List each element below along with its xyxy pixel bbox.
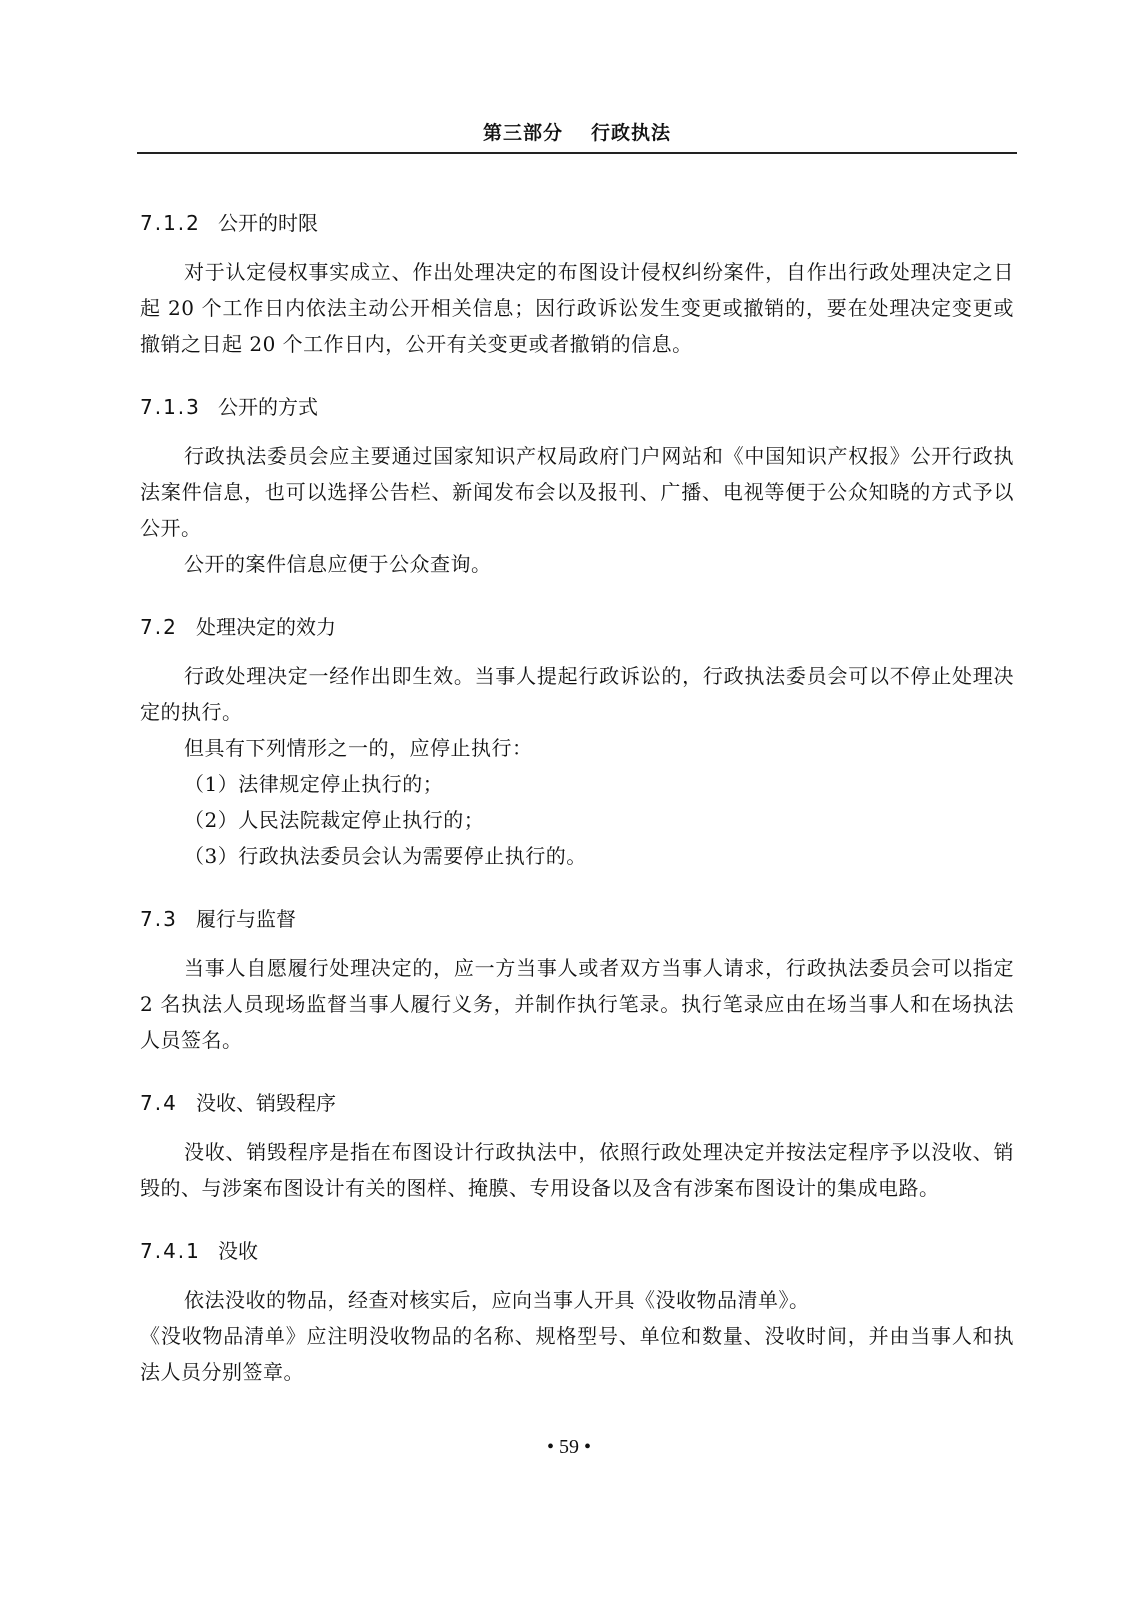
paragraph: 依法没收的物品，经查对核实后，应向当事人开具《没收物品清单》。	[184, 1288, 810, 1312]
section-heading	[140, 1236, 1014, 1266]
list-item: （2）人民法院裁定停止执行的；	[184, 808, 485, 832]
header-part: 第三部分	[482, 122, 563, 144]
section-title: 履行与监督	[196, 907, 296, 931]
section-heading	[140, 392, 1014, 422]
paragraph: 《没收物品清单》应注明没收物品的名称、规格型号、单位和数量、没收时间，并由当事人和执法人员分别签章。	[140, 1324, 1014, 1384]
paragraph: 行政执法委员会应主要通过国家知识产权局政府门户网站和《中国知识产权报》公开行政执法案件信息，也可以选择公告栏、新闻发布会以及报刊、广播、电视等便于公众知晓的方式予以公开。	[140, 444, 1014, 540]
page-body	[140, 208, 1014, 1390]
list-item: （3）行政执法委员会认为需要停止执行的。	[184, 844, 587, 868]
list-item: （1）法律规定停止执行的；	[184, 772, 444, 796]
section-number: 7.2	[140, 615, 178, 639]
section-heading	[140, 612, 1014, 642]
section-number: 7.1.3	[140, 395, 201, 419]
paragraph: 但具有下列情形之一的，应停止执行：	[184, 736, 533, 760]
paragraph: 没收、销毁程序是指在布图设计行政执法中，依照行政处理决定并按法定程序予以没收、销毁的、与涉案布图设计有关的图样、掩膜、专用设备以及含有涉案布图设计的集成电路。	[140, 1140, 1014, 1200]
paragraph: 公开的案件信息应便于公众查询。	[184, 552, 492, 576]
paragraph: 当事人自愿履行处理决定的，应一方当事人或者双方当事人请求，行政执法委员会可以指定 2 名执法人员现场监督当事人履行义务，并制作执行笔录。执行笔录应由在场当事人和在场执法人员签名。	[140, 956, 1014, 1052]
paragraph: 对于认定侵权事实成立、作出处理决定的布图设计侵权纠纷案件，自作出行政处理决定之日起 20 个工作日内依法主动公开相关信息；因行政诉讼发生变更或撤销的，要在处理决定变更或撤销之日起 20 个工作日内，公开有关变更或者撤销的信息。	[140, 260, 1014, 356]
section-number: 7.4.1	[140, 1239, 201, 1263]
section-number: 7.1.2	[140, 211, 201, 235]
section-title: 没收	[218, 1239, 258, 1263]
page-number: • 59 •	[546, 1436, 591, 1458]
section-heading	[140, 208, 1014, 238]
header-title: 行政执法	[591, 122, 672, 144]
section-title: 公开的时限	[218, 211, 318, 235]
section-title: 公开的方式	[218, 395, 318, 419]
paragraph: 行政处理决定一经作出即生效。当事人提起行政诉讼的，行政执法委员会可以不停止处理决定的执行。	[140, 664, 1014, 724]
section-title: 处理决定的效力	[196, 615, 336, 639]
section-title: 没收、销毁程序	[196, 1091, 336, 1115]
section-heading	[140, 1088, 1014, 1118]
section-heading	[140, 904, 1014, 934]
running-header	[137, 118, 1017, 154]
section-number: 7.4	[140, 1091, 178, 1115]
section-number: 7.3	[140, 907, 178, 931]
